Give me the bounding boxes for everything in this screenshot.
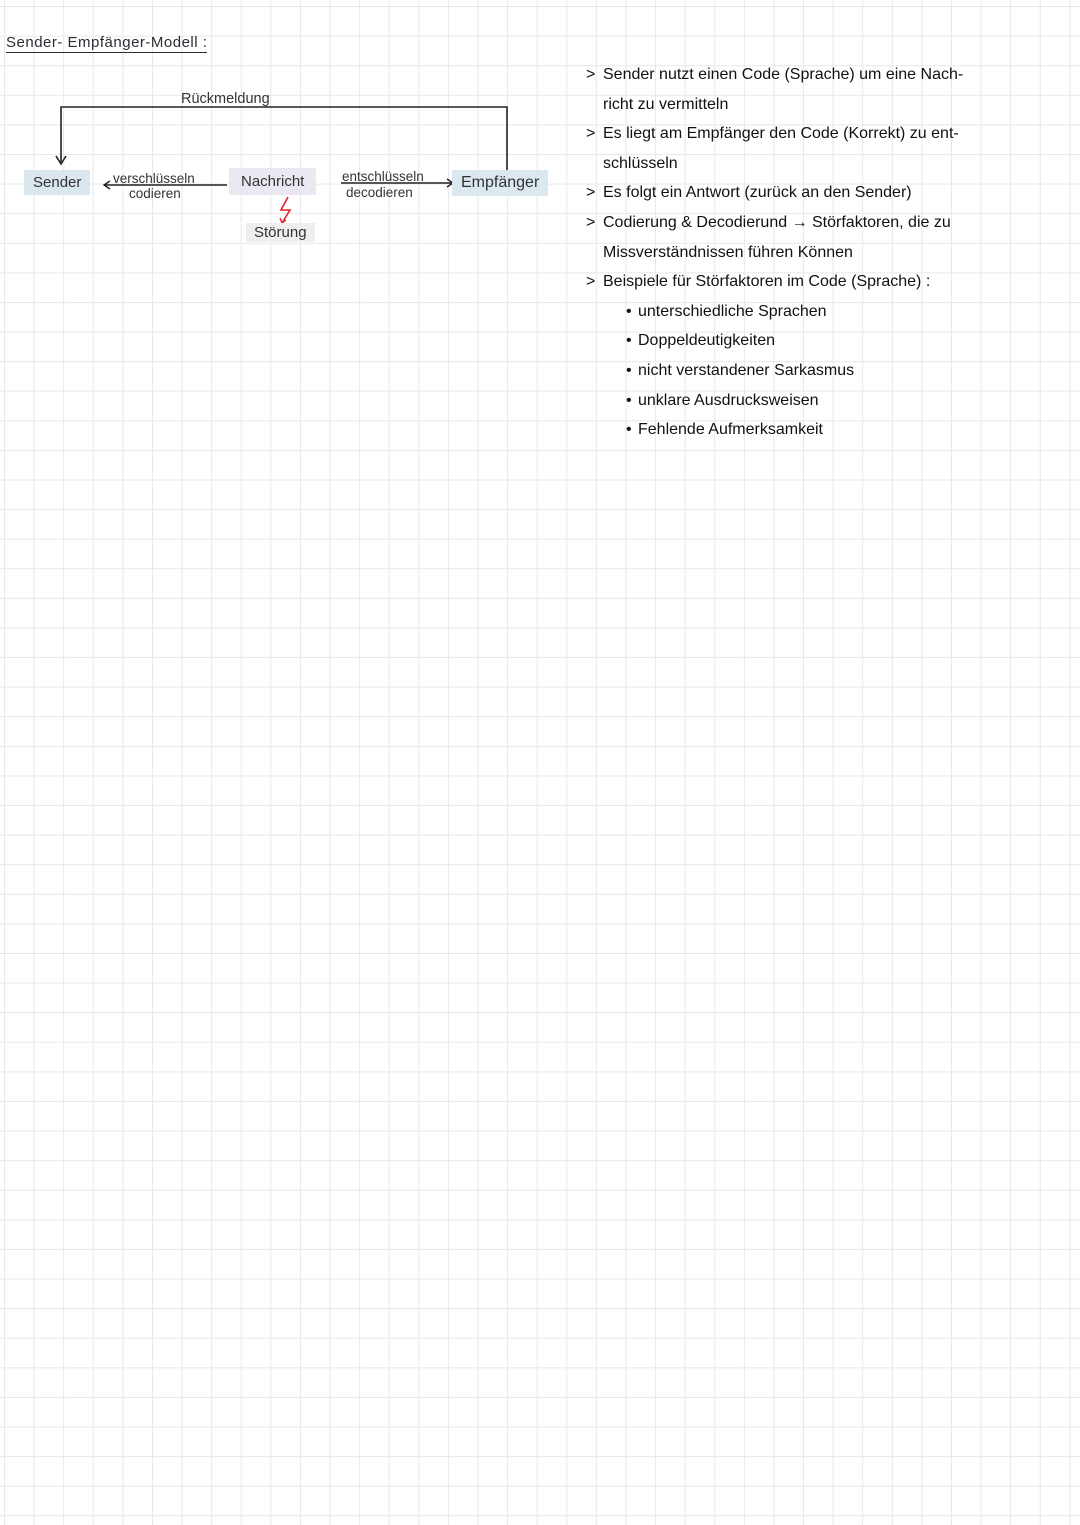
note-item — [586, 178, 1074, 208]
note-item — [586, 208, 1074, 267]
bullet-icon: • — [626, 421, 632, 439]
encode-sublabel: codieren — [129, 186, 181, 201]
note-line: schlüsseln — [603, 154, 678, 172]
example-text: unklare Ausdrucksweisen — [638, 391, 819, 409]
example-text: nicht verstandener Sarkasmus — [638, 361, 855, 379]
example-text: Fehlende Aufmerksamkeit — [638, 421, 823, 439]
arrow-marker-icon: > — [586, 273, 596, 291]
example-text: unterschiedliche Sprachen — [638, 302, 827, 320]
example-item — [586, 415, 1074, 445]
page-title: Sender- Empfänger-Modell : — [6, 34, 208, 51]
arrow-marker-icon: > — [586, 125, 596, 143]
decode-label: entschlüsseln — [342, 169, 424, 184]
example-item — [586, 297, 1074, 327]
note-item — [586, 267, 1074, 297]
bullet-icon: • — [626, 302, 632, 320]
disturbance-label: Störung — [246, 223, 315, 242]
message-node: Nachricht — [229, 168, 316, 195]
bullet-icon: • — [626, 361, 632, 379]
example-item — [586, 356, 1074, 386]
note-line: Es folgt ein Antwort (zurück an den Sender) — [603, 184, 912, 202]
lightning-icon — [281, 197, 290, 223]
note-line: Codierung & Decodierund → Störfaktoren, die zu — [603, 213, 951, 231]
arrow-marker-icon: > — [586, 184, 596, 202]
example-item — [586, 386, 1074, 416]
note-item — [586, 119, 1074, 178]
note-line: Es liegt am Empfänger den Code (Korrekt) zu ent- — [603, 125, 959, 143]
feedback-label: Rückmeldung — [181, 91, 270, 107]
note-item — [586, 60, 1074, 119]
example-item — [586, 326, 1074, 356]
arrow-marker-icon: > — [586, 66, 596, 83]
notes-list — [586, 60, 1074, 445]
feedback-arrow — [61, 107, 507, 170]
bullet-icon: • — [626, 391, 632, 409]
sender-node: Sender — [24, 170, 90, 195]
decode-sublabel: decodieren — [346, 185, 413, 200]
example-text: Doppeldeutigkeiten — [638, 332, 775, 350]
bullet-icon: • — [626, 332, 632, 350]
note-line: Sender nutzt einen Code (Sprache) um eine Nach- — [603, 66, 964, 83]
note-line: richt zu vermitteln — [603, 95, 729, 113]
diagram-connectors — [0, 0, 580, 260]
arrow-marker-icon: > — [586, 213, 596, 231]
encode-label: verschlüsseln — [113, 171, 195, 186]
note-line: Missverständnissen führen Können — [603, 243, 853, 261]
note-line: Beispiele für Störfaktoren im Code (Sprache) : — [603, 273, 931, 291]
receiver-node: Empfänger — [452, 170, 548, 196]
